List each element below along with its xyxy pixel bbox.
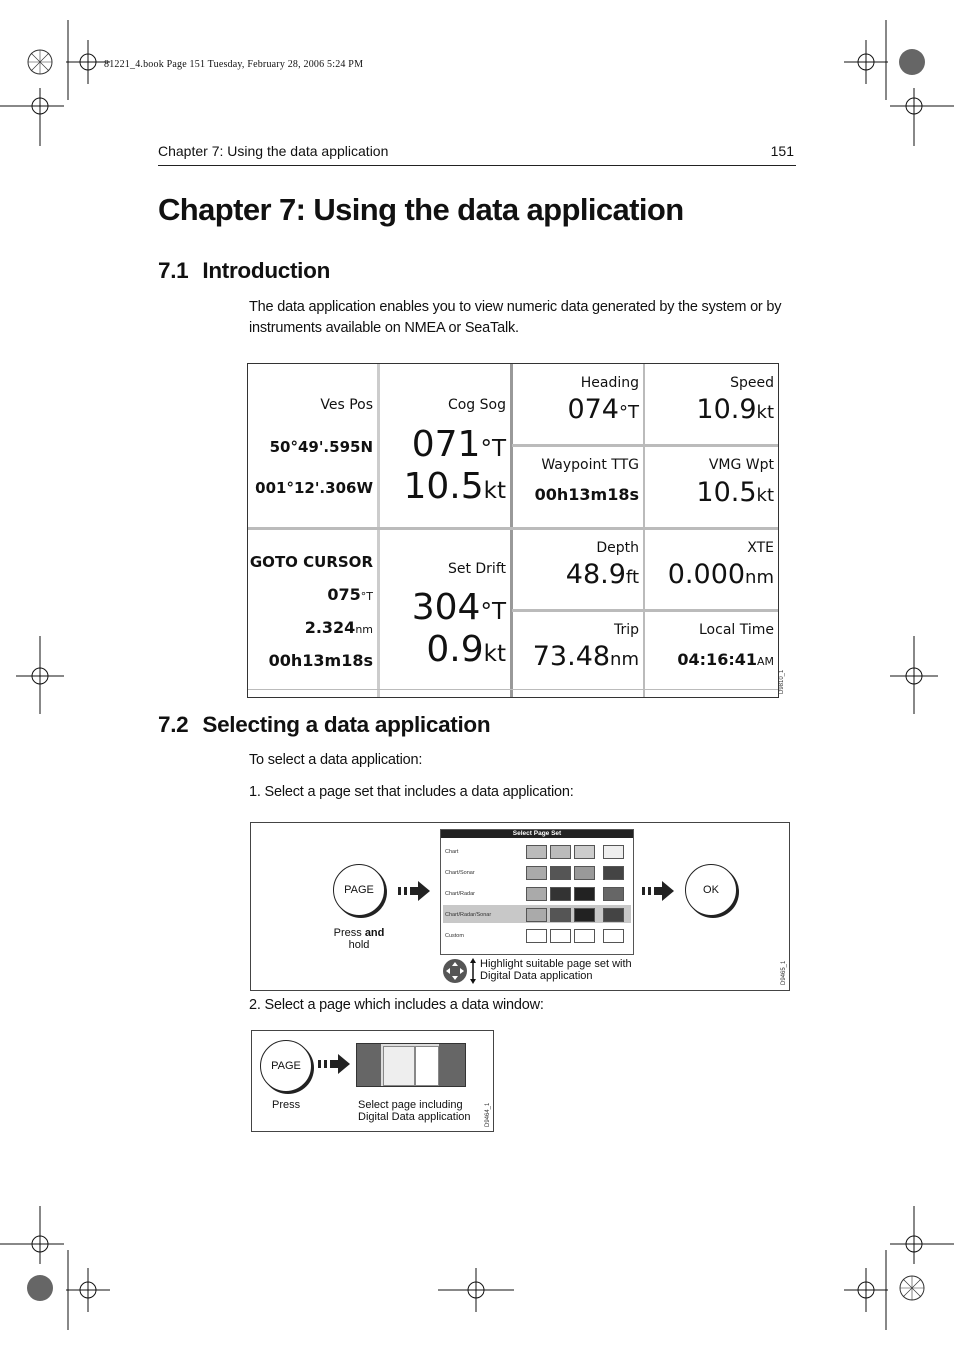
depth-unit: ft [625,567,639,588]
xte-unit: nm [745,567,774,588]
select-page-figure [251,1030,494,1132]
speed-unit: kt [756,402,774,423]
step-2: 2. Select a page which includes a data window: [249,997,544,1013]
press-and-hold-caption: Press and hold [333,927,385,951]
book-info: 81221_4.book Page 151 Tuesday, February 28, 2006 5:24 PM [104,59,364,70]
xte-label: XTE [747,540,774,556]
ves-pos-cell [248,364,377,527]
set-drift-cell [380,530,510,689]
vmg-wpt-label: VMG Wpt [708,457,774,473]
waypoint-ttg-cell [513,447,643,527]
xte-cell [645,530,778,609]
ves-pos-label: Ves Pos [320,397,373,413]
local-time-label: Local Time [699,622,774,638]
depth-cell [513,530,643,609]
sog-value: 10.5 [403,466,484,507]
local-time-cell [645,612,778,689]
right-arrow-icon [398,881,432,901]
vmg-wpt-value: 10.5 [696,477,757,508]
section-intro: To select a data application: [249,752,423,768]
drift-value: 0.9 [426,629,484,670]
section-number: 7.1 [158,258,189,283]
section-title: Selecting a data application [202,712,491,737]
waypoint-ttg-label: Waypoint TTG [541,457,639,473]
page-set-row[interactable]: Chart [445,849,459,855]
vmg-wpt-unit: kt [756,485,774,506]
trip-value: 73.48 [532,641,611,672]
set-unit: °T [480,599,506,625]
goto-bearing: 075 [327,585,361,604]
goto-cursor-cell [248,530,377,689]
goto-bearing-unit: °T [360,590,373,603]
speed-label: Speed [730,375,774,391]
right-arrow-icon [318,1054,352,1074]
heading-label: Heading [580,375,639,391]
goto-time: 00h13m18s [268,651,373,670]
sog-unit: kt [483,478,506,504]
cog-value: 071 [411,424,481,465]
cog-sog-cell [380,364,510,527]
running-header [158,143,796,166]
cog-sog-label: Cog Sog [447,397,506,413]
page-set-row[interactable]: Chart/Sonar [445,870,475,876]
trip-cell [513,612,643,689]
page-thumbnail [356,1043,466,1087]
vmg-wpt-cell [645,447,778,527]
section-number: 7.2 [158,712,189,737]
depth-label: Depth [596,540,639,556]
speed-cell [645,364,778,444]
waypoint-ttg-value: 00h13m18s [534,485,639,504]
select-page-set-figure [250,822,790,991]
goto-distance-unit: nm [355,623,373,636]
figure-id: D9810_1 [779,669,785,694]
cog-unit: °T [480,436,506,462]
local-time-value: 04:16:41 [677,650,757,669]
local-time-unit: AM [756,655,774,668]
page-number: 151 [770,143,794,159]
highlight-caption: Highlight suitable page set with Digital Data application [480,958,632,982]
figure-id: D9464_1 [485,1102,491,1127]
goto-cursor-label: GOTO CURSOR [249,553,373,571]
page-button[interactable]: PAGE [333,864,385,916]
set-value: 304 [411,587,481,628]
intro-paragraph: The data application enables you to view numeric data generated by the system or by instruments available on NMEA or SeaTalk. [249,299,782,336]
heading-value: 074 [567,394,619,425]
page-set-row[interactable]: Custom [445,933,464,939]
press-caption: Press [272,1099,301,1111]
goto-distance: 2.324 [304,618,356,637]
heading-cell [513,364,643,444]
ves-pos-lat: 50°49'.595N [269,438,373,456]
drift-unit: kt [483,641,506,667]
ok-button[interactable]: OK [685,864,737,916]
step-1: 1. Select a page set that includes a data application: [249,784,574,800]
section-heading-7-1 [158,258,330,284]
running-header-title: Chapter 7: Using the data application [158,143,389,159]
set-drift-label: Set Drift [447,561,506,577]
screen-title: Select Page Set [441,830,633,838]
page-button[interactable]: PAGE [260,1040,312,1092]
page-set-row-highlighted[interactable]: Chart/Radar/Sonar [443,905,631,923]
select-page-set-screen [440,829,634,955]
page-set-row[interactable]: Chart/Radar [445,891,475,897]
trip-label: Trip [613,622,639,638]
chapter-title: Chapter 7: Using the data application [158,192,684,227]
xte-value: 0.000 [667,559,746,590]
depth-value: 48.9 [565,559,626,590]
ves-pos-lon: 001°12'.306W [255,479,373,497]
right-arrow-icon [642,881,676,901]
data-application-figure [247,363,785,698]
select-page-caption: Select page including Digital Data application [358,1099,471,1123]
figure-id: D9465_1 [781,960,787,985]
section-heading-7-2 [158,712,490,738]
section-title: Introduction [202,258,331,283]
heading-unit: °T [619,402,639,423]
trip-unit: nm [610,649,639,670]
speed-value: 10.9 [696,394,757,425]
trackpad-up-down-icon [442,957,478,985]
